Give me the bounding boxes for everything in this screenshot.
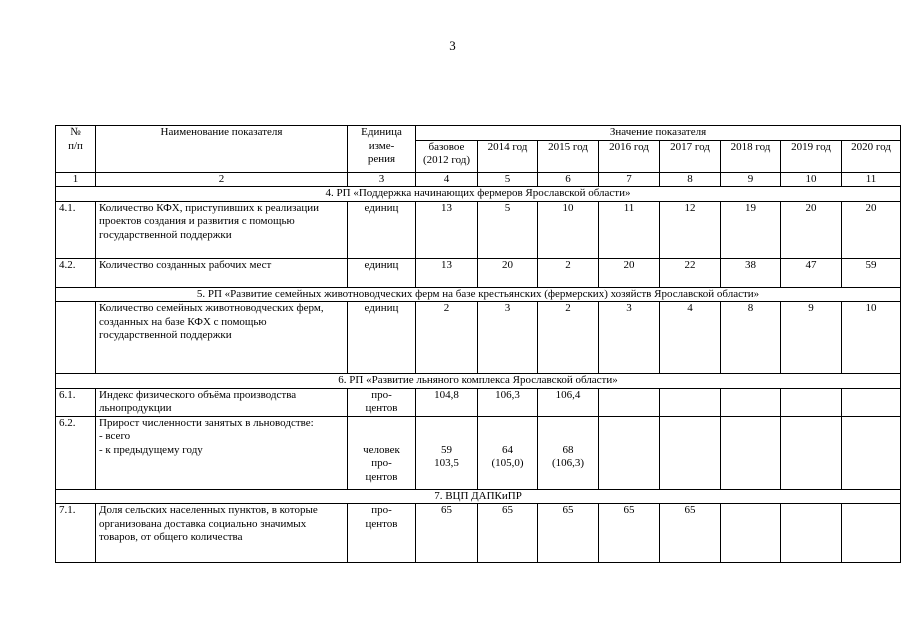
unit: про- центов bbox=[348, 504, 416, 563]
column-number: 10 bbox=[781, 172, 842, 187]
indicator-name: Индекс физического объёма производства льнопродукции bbox=[96, 388, 348, 416]
header-year: 2019 год bbox=[781, 140, 842, 172]
value-cell: 59 103,5 bbox=[416, 416, 478, 489]
header-unit: Единица изме- рения bbox=[348, 126, 416, 173]
column-number: 2 bbox=[96, 172, 348, 187]
column-number: 3 bbox=[348, 172, 416, 187]
column-number: 4 bbox=[416, 172, 478, 187]
row-number: 6.2. bbox=[56, 416, 96, 489]
value-cell: 3 bbox=[478, 302, 538, 374]
value-cell: 13 bbox=[416, 258, 478, 287]
value-cell: 22 bbox=[660, 258, 721, 287]
indicator-name: Количество семейных животноводческих ферм, созданных на базе КФХ с помощью государственной поддержки bbox=[96, 302, 348, 374]
value-cell: 10 bbox=[538, 201, 599, 258]
column-number: 6 bbox=[538, 172, 599, 187]
value-cell: 106,4 bbox=[538, 388, 599, 416]
column-number: 1 bbox=[56, 172, 96, 187]
table-row bbox=[56, 201, 901, 258]
value-cell: 13 bbox=[416, 201, 478, 258]
section-row bbox=[56, 374, 901, 389]
section-title: 6. РП «Развитие льняного комплекса Ярославской области» bbox=[56, 374, 901, 389]
header-row-1 bbox=[56, 126, 901, 141]
table-row bbox=[56, 258, 901, 287]
row-number: 4.1. bbox=[56, 201, 96, 258]
row-number: 6.1. bbox=[56, 388, 96, 416]
value-cell bbox=[842, 388, 901, 416]
header-year: 2017 год bbox=[660, 140, 721, 172]
value-cell: 47 bbox=[781, 258, 842, 287]
value-cell bbox=[660, 388, 721, 416]
value-cell: 3 bbox=[599, 302, 660, 374]
value-cell: 8 bbox=[721, 302, 781, 374]
header-year: 2014 год bbox=[478, 140, 538, 172]
value-cell: 4 bbox=[660, 302, 721, 374]
value-cell: 12 bbox=[660, 201, 721, 258]
header-year: 2016 год bbox=[599, 140, 660, 172]
header-year: 2020 год bbox=[842, 140, 901, 172]
section-row bbox=[56, 287, 901, 302]
row-number: 4.2. bbox=[56, 258, 96, 287]
section-title: 4. РП «Поддержка начинающих фермеров Ярославской области» bbox=[56, 187, 901, 202]
page-number: 3 bbox=[449, 38, 456, 53]
value-cell: 64 (105,0) bbox=[478, 416, 538, 489]
value-cell bbox=[599, 388, 660, 416]
indicator-name: Доля сельских населенных пунктов, в которые организована доставка социально значимых товаров, от общего количества bbox=[96, 504, 348, 563]
column-numbers-row bbox=[56, 172, 901, 187]
value-cell bbox=[721, 504, 781, 563]
section-title: 5. РП «Развитие семейных животноводческих ферм на базе крестьянских (фермерских) хозяйств Ярославской области» bbox=[56, 287, 901, 302]
section-title: 7. ВЦП ДАПКиПР bbox=[56, 489, 901, 504]
value-cell: 20 bbox=[781, 201, 842, 258]
indicators-table bbox=[55, 125, 901, 563]
value-cell: 65 bbox=[416, 504, 478, 563]
value-cell: 9 bbox=[781, 302, 842, 374]
unit: единиц bbox=[348, 258, 416, 287]
indicator-name: Прирост численности занятых в льноводстве: - всего - к предыдущему году bbox=[96, 416, 348, 489]
header-year: 2018 год bbox=[721, 140, 781, 172]
table-row bbox=[56, 416, 901, 489]
unit: человек про- центов bbox=[348, 416, 416, 489]
column-number: 7 bbox=[599, 172, 660, 187]
table-row bbox=[56, 504, 901, 563]
value-cell: 104,8 bbox=[416, 388, 478, 416]
value-cell: 2 bbox=[538, 258, 599, 287]
value-cell: 59 bbox=[842, 258, 901, 287]
column-number: 8 bbox=[660, 172, 721, 187]
value-cell: 65 bbox=[538, 504, 599, 563]
value-cell: 10 bbox=[842, 302, 901, 374]
value-cell: 65 bbox=[478, 504, 538, 563]
section-row bbox=[56, 187, 901, 202]
table-row bbox=[56, 302, 901, 374]
unit: единиц bbox=[348, 201, 416, 258]
header-year: базовое (2012 год) bbox=[416, 140, 478, 172]
value-cell bbox=[781, 504, 842, 563]
value-cell: 106,3 bbox=[478, 388, 538, 416]
value-cell: 2 bbox=[538, 302, 599, 374]
header-value-group: Значение показателя bbox=[416, 126, 901, 141]
value-cell: 20 bbox=[599, 258, 660, 287]
value-cell bbox=[842, 416, 901, 489]
row-number bbox=[56, 302, 96, 374]
header-num: № п/п bbox=[56, 126, 96, 173]
unit: единиц bbox=[348, 302, 416, 374]
value-cell: 2 bbox=[416, 302, 478, 374]
value-cell bbox=[721, 416, 781, 489]
section-row bbox=[56, 489, 901, 504]
value-cell bbox=[599, 416, 660, 489]
value-cell: 11 bbox=[599, 201, 660, 258]
row-number: 7.1. bbox=[56, 504, 96, 563]
indicator-name: Количество КФХ, приступивших к реализации проектов создания и развития с помощью государственной поддержки bbox=[96, 201, 348, 258]
column-number: 9 bbox=[721, 172, 781, 187]
header-name: Наименование показателя bbox=[96, 126, 348, 173]
value-cell: 38 bbox=[721, 258, 781, 287]
value-cell bbox=[842, 504, 901, 563]
indicator-name: Количество созданных рабочих мест bbox=[96, 258, 348, 287]
value-cell: 68 (106,3) bbox=[538, 416, 599, 489]
value-cell: 20 bbox=[842, 201, 901, 258]
value-cell bbox=[660, 416, 721, 489]
value-cell bbox=[721, 388, 781, 416]
value-cell bbox=[781, 388, 842, 416]
header-year: 2015 год bbox=[538, 140, 599, 172]
value-cell: 65 bbox=[660, 504, 721, 563]
unit: про- центов bbox=[348, 388, 416, 416]
column-number: 5 bbox=[478, 172, 538, 187]
value-cell: 19 bbox=[721, 201, 781, 258]
value-cell bbox=[781, 416, 842, 489]
value-cell: 65 bbox=[599, 504, 660, 563]
table-row bbox=[56, 388, 901, 416]
column-number: 11 bbox=[842, 172, 901, 187]
value-cell: 5 bbox=[478, 201, 538, 258]
value-cell: 20 bbox=[478, 258, 538, 287]
